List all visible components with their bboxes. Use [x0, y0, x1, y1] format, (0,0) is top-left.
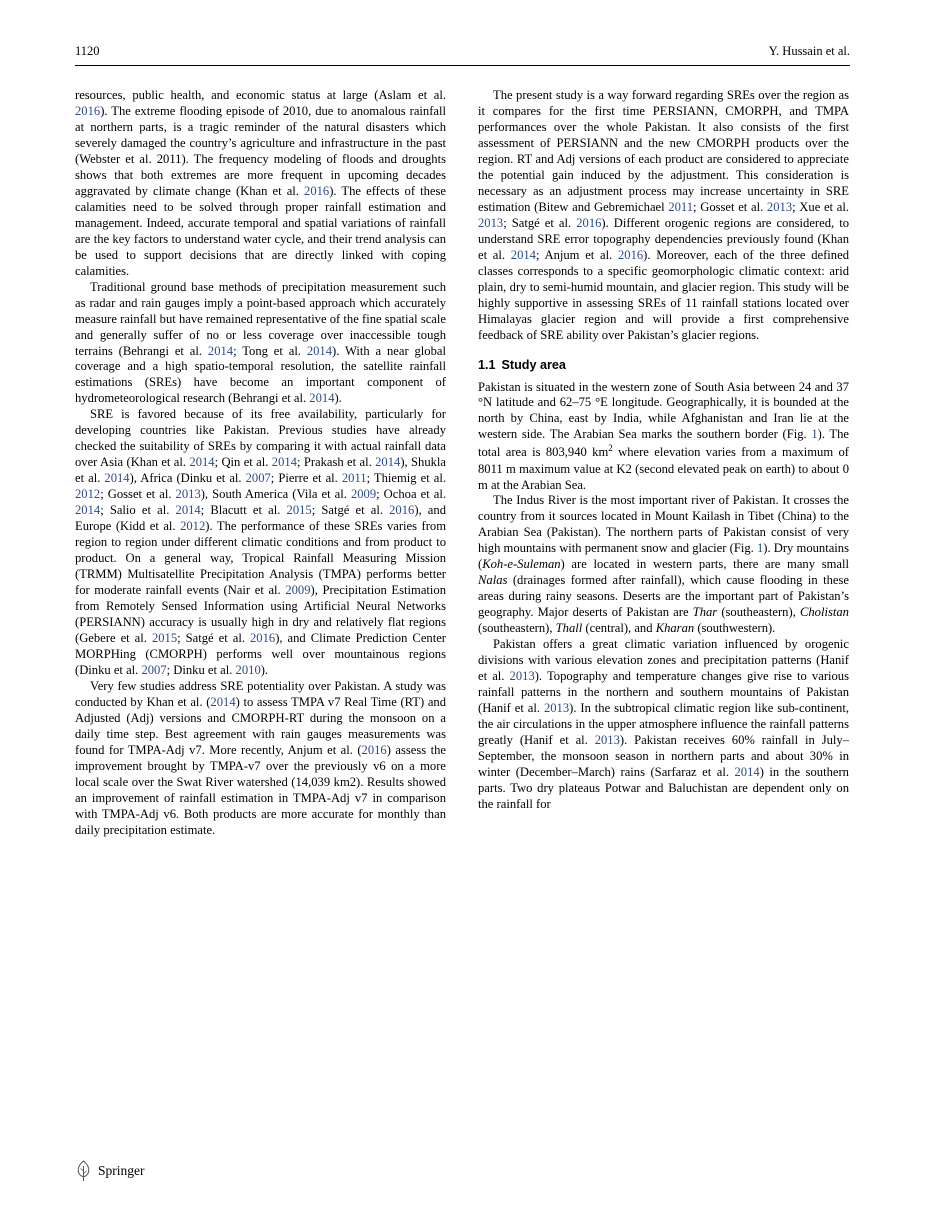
citation-link[interactable]: 2013 [175, 487, 201, 502]
citation-link[interactable]: 2014 [309, 391, 335, 406]
paragraph: Pakistan offers a great climatic variation influenced by orogenic divisions with various elevation zones and precipitation patterns (Hanif et al. 2013). Topography and temperature changes give rise to various rainfall patterns in the northern and southern mountains of Pakistan (Hanif et al. 2013). In the subtropical climatic region like sub-continent, the air circulations in the upper atmosphere influence the rainfall patterns greatly (Hanif et al. 2013). Pakistan receives 60% rainfall in July–September, the monsoon season in northern parts and about 30% in winter (December–March) rains (Sarfaraz et al. 2014) in the southern parts. Two dry plateaus Potwar and Baluchistan are dependent only on the rainfall for [478, 637, 849, 811]
citation-link[interactable]: 2011 [341, 471, 367, 486]
figure-link[interactable]: 1 [811, 427, 818, 442]
citation-link[interactable]: 2013 [509, 669, 535, 684]
section-heading [478, 358, 849, 372]
citation-link[interactable]: 2015 [286, 503, 312, 518]
citation-link[interactable]: 2014 [375, 455, 401, 470]
section-title: Study area [501, 357, 566, 372]
citation-link[interactable]: 2012 [180, 519, 206, 534]
two-column-body [75, 88, 850, 839]
citation-link[interactable]: 2013 [543, 701, 570, 716]
citation-link[interactable]: 2016 [304, 183, 330, 198]
citation-link[interactable]: 2014 [271, 455, 297, 470]
citation-link[interactable]: 2009 [350, 487, 377, 502]
citation-link[interactable]: 2007 [141, 662, 167, 677]
citation-link[interactable]: 2016 [75, 103, 101, 118]
citation-link[interactable]: 2010 [235, 662, 261, 677]
citation-link[interactable]: 2014 [75, 503, 101, 518]
citation-link[interactable]: 2016 [250, 630, 276, 645]
right-column [478, 88, 849, 839]
paragraph: Traditional ground base methods of precipitation measurement such as radar and rain gauges imply a point-based approach which accurately measure rainfall but have remained representative of the fine spatial scale and generally suffer of no or less coverage over inaccessible tough terrains (Behrangi et al. 2014; Tong et al. 2014). With a near global coverage and a high spatio-temporal resolution, the satellite rainfall estimations (SREs) have become an important component of hydrometeorological research (Behrangi et al. 2014). [75, 279, 446, 406]
citation-link[interactable]: 2014 [207, 343, 234, 358]
citation-link[interactable]: 2013 [478, 215, 504, 230]
springer-tree-icon [75, 1160, 92, 1182]
citation-link[interactable]: 2014 [175, 503, 201, 518]
citation-link[interactable]: 2014 [104, 471, 130, 486]
left-column [75, 88, 446, 839]
citation-link[interactable]: 2012 [75, 487, 101, 502]
citation-link[interactable]: 2016 [576, 215, 602, 230]
citation-link[interactable]: 2016 [361, 742, 387, 757]
citation-link[interactable]: 2014 [734, 764, 760, 779]
citation-link[interactable]: 2016 [617, 247, 644, 262]
paragraph: resources, public health, and economic status at large (Aslam et al. 2016). The extreme flooding episode of 2010, due to anomalous rainfall at northern parts, is a tragic reminder of the natural disasters which severely damaged the country’s agriculture and infrastructure in the past (Webster et al. 2011). The frequency modeling of floods and droughts shows that both extremes are more frequent in upcoming decades aggravated by climate change (Khan et al. 2016). The effects of these calamities need to be solved through proper rainfall estimation and management. Indeed, accurate temporal and spatial variations of rainfall are the key factors to understand water cycle, and their trend analysis can be used to support decisions that are directly linked with coping calamities. [75, 88, 446, 278]
citation-link[interactable]: 2014 [510, 247, 536, 262]
citation-link[interactable]: 2013 [766, 199, 793, 214]
citation-link[interactable]: 2016 [389, 503, 415, 518]
paragraph: Very few studies address SRE potentiality over Pakistan. A study was conducted by Khan et al. (2014) to assess TMPA v7 Real Time (RT) and Adjusted (Adj) versions and CMORPH-RT during the monsoon on a daily time step. Best agreement with rain gauges measurements was found for TMPA-Adj v7. More recently, Anjum et al. (2016) assess the improvement brought by TMPA-v7 over the previously v6 on a more local scale over the Swat River watershed (14,039 km2). Results showed an improvement of rainfall estimation in TMPA-Adj v7 in comparison with TMPA-Adj v6. Both products are more accurate for monthly than daily precipitation estimate. [75, 678, 447, 837]
citation-link[interactable]: 2009 [285, 583, 311, 598]
citation-link[interactable]: 2007 [245, 471, 271, 486]
publisher-name: Springer [98, 1163, 145, 1178]
running-title: Y. Hussain et al. [768, 44, 850, 58]
citation-link[interactable]: 2015 [151, 630, 178, 645]
paragraph: Pakistan is situated in the western zone of South Asia between 24 and 37 °N latitude and 62–75 °E longitude. Geographically, it is bounded at the north by China, east by India, while Afghanistan and Iran lie at the western side. The Arabian Sea marks the southern border (Fig. 1). The total area is 803,940 $km^2$ where elevation varies from a maximum of 8011 m maximum value at K2 (second elevated peak on earth) to about 0 m at the Arabian Sea. [478, 379, 849, 492]
citation-link[interactable]: 2011 [668, 199, 694, 214]
citation-link[interactable]: 2014 [210, 694, 236, 709]
footer [75, 1160, 145, 1182]
paragraph: The present study is a way forward regarding SREs over the region as it compares for the first time PERSIANN, CMORPH, and TMPA performances over the whole Pakistan. It also consists of the first assessment of PERSIANN and the new CMORPH products over the region. RT and Adj versions of each product are considered to appreciate the potential gain induced by the adjustment. This consideration is necessary as an adjustment process may increase uncertainty in SRE estimation (Bitew and Gebremichael 2011; Gosset et al. 2013; Xue et al. 2013; Satgé et al. 2016). Different orogenic regions are considered, to understand SRE error topography dependencies previously found (Khan et al. 2014; Anjum et al. 2016). Moreover, each of the three defined classes corresponds to a specific geomorphologic climatic context: arid plain, dry to semi-humid mountain, and glacier region. This study will be highly supportive in assessing SREs of 11 rainfall stations located over Himalayas glacier region and will provide a first comprehensive feedback of SRE ability over Pakistan’s glacier regions. [478, 88, 849, 342]
citation-link[interactable]: 2014 [306, 343, 333, 358]
paragraph: The Indus River is the most important river of Pakistan. It crosses the country from it sources located in Mount Kailash in Tibet (China) to the Arabian Sea (Pakistan). The northern parts of Pakistan consist of very high mountains with permanent snow and glacier (Fig. 1). Dry mountains (Koh-e-Suleman) are located in western parts, there are many small Nalas (drainages formed after rainfall), which cause flooding in these areas during rainy seasons. Deserts are the important part of Pakistan’s geography. Major deserts of Pakistan are Thar (southeastern), Cholistan (southeastern), Thall (central), and Kharan (southwestern). [478, 493, 849, 636]
page-header [75, 44, 850, 66]
paragraph: SRE is favored because of its free availability, particularly for developing countries like Pakistan. Previous studies have already checked the suitability of SREs by comparing it with actual rainfall data over Asia (Khan et al. 2014; Qin et al. 2014; Prakash et al. 2014), Shukla et al. 2014), Africa (Dinku et al. 2007; Pierre et al. 2011; Thiemig et al. 2012; Gosset et al. 2013), South America (Vila et al. 2009; Ochoa et al. 2014; Salio et al. 2014; Blacutt et al. 2015; Satgé et al. 2016), and Europe (Kidd et al. 2012). The performance of these SREs varies from region to region under different climatic conditions and from product to product. On a general way, Tropical Rainfall Measuring Mission (TRMM) Multisatellite Precipitation Analysis (TMPA) performs better for moderate rainfall events (Nair et al. 2009), Precipitation Estimation from Remotely Sensed Information using Artificial Neural Networks (PERSIANN) accuracy is usually high in dry and relatively flat regions (Gebere et al. 2015; Satgé et al. 2016), and Climate Prediction Center MORPHing (CMORPH) performs well over mountainous regions (Dinku et al. 2007; Dinku et al. 2010). [75, 407, 447, 677]
figure-link[interactable]: 1 [756, 541, 764, 556]
citation-link[interactable]: 2014 [189, 455, 215, 470]
section-number: 1.1 [478, 357, 496, 372]
page-number: 1120 [75, 44, 100, 58]
citation-link[interactable]: 2013 [594, 733, 620, 747]
